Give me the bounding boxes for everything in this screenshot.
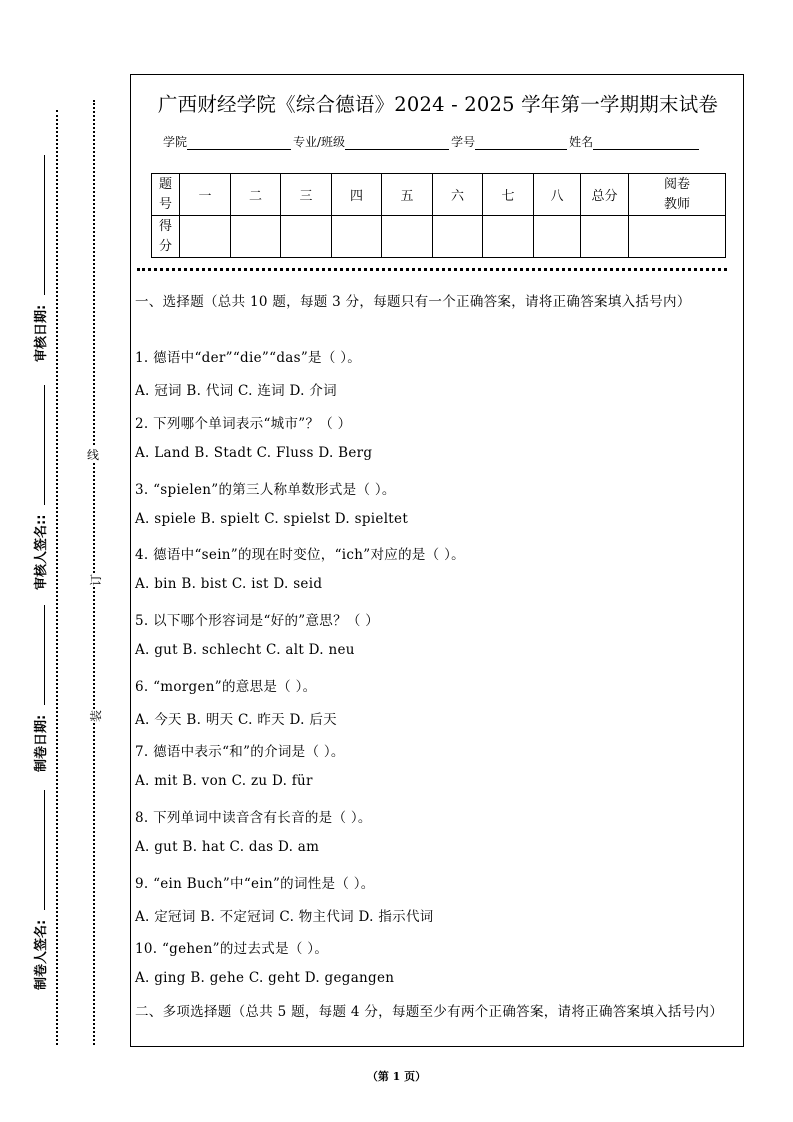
score-table-score-row [152, 216, 726, 258]
question-6: 6. “morgen”的意思是（ ）。 [135, 679, 317, 695]
section2-heading: 二、多项选择题（总共 5 题，每题 4 分，每题至少有两个正确答案，请将正确答案填入括号内） [135, 1004, 724, 1020]
score-row-label: 得 分 [152, 216, 180, 258]
options-10: A. ging B. gehe C. geht D. gegangen [135, 970, 395, 986]
score-col-total: 总分 [581, 174, 629, 216]
question-10: 10. “gehen”的过去式是（ ）。 [135, 941, 329, 957]
score-cell-total[interactable] [581, 216, 629, 258]
score-cell[interactable] [382, 216, 433, 258]
question-7: 7. 德语中表示“和”的介词是（ ）。 [135, 744, 345, 760]
binding-char-ding: 订 [89, 573, 103, 586]
maker-sign-label: 制卷人签名: [34, 919, 49, 990]
options-2: A. Land B. Stadt C. Fluss D. Berg [135, 445, 373, 461]
score-cell[interactable] [483, 216, 534, 258]
page-number: （第 1 页） [366, 1070, 427, 1083]
maker-date-line [44, 605, 45, 705]
college-field[interactable] [187, 136, 291, 150]
reviewer-date-label: 审核日期: [34, 304, 49, 362]
score-cell[interactable] [433, 216, 483, 258]
reviewer-date-line [44, 155, 45, 295]
options-1: A. 冠词 B. 代词 C. 连词 D. 介词 [135, 383, 337, 399]
question-8: 8. 下列单词中读音含有长音的是（ ）。 [135, 810, 372, 826]
score-table [151, 173, 726, 258]
exam-title: 广西财经学院《综合德语》2024 - 2025 学年第一学期期末试卷 [157, 93, 719, 116]
options-3: A. spiele B. spielt C. spielst D. spieltet [135, 511, 409, 527]
name-field[interactable] [593, 136, 699, 150]
question-3: 3. “spielen”的第三人称单数形式是（ ）。 [135, 482, 396, 498]
binding-dotted-line-inner [93, 100, 95, 1045]
score-col-reviewer: 阅卷 教师 [629, 174, 726, 216]
reviewer-sign-label: 审核人签名:: [34, 514, 49, 590]
score-col-5: 五 [382, 174, 433, 216]
section1-heading: 一、选择题（总共 10 题，每题 3 分，每题只有一个正确答案，请将正确答案填入括号内） [135, 294, 691, 310]
question-5: 5. 以下哪个形容词是“好的”意思？（ ） [135, 613, 380, 629]
exam-frame [130, 74, 744, 1047]
score-col-4: 四 [332, 174, 382, 216]
question-2: 2. 下列哪个单词表示“城市”？（ ） [135, 416, 352, 432]
maker-sign-line [44, 790, 45, 910]
score-col-7: 七 [483, 174, 534, 216]
major-label: 专业/班级 [293, 135, 346, 149]
options-5: A. gut B. schlecht C. alt D. neu [135, 642, 355, 658]
options-7: A. mit B. von C. zu D. für [135, 773, 313, 789]
score-cell[interactable] [180, 216, 231, 258]
header-separator [137, 268, 727, 271]
score-col-3: 三 [281, 174, 332, 216]
student-id-label: 学号 [451, 135, 476, 149]
question-9: 9. “ein Buch”中“ein”的词性是（ ）。 [135, 876, 375, 892]
options-9: A. 定冠词 B. 不定冠词 C. 物主代词 D. 指示代词 [135, 909, 434, 925]
student-info-row [163, 133, 701, 150]
options-8: A. gut B. hat C. das D. am [135, 839, 320, 855]
binding-char-line: 线 [87, 448, 100, 462]
reviewer-sign-line [44, 385, 45, 505]
score-cell-reviewer[interactable] [629, 216, 726, 258]
major-field[interactable] [345, 136, 449, 150]
score-cell[interactable] [281, 216, 332, 258]
options-6: A. 今天 B. 明天 C. 昨天 D. 后天 [135, 712, 337, 728]
score-table-header-row [152, 174, 726, 216]
name-label: 姓名 [569, 135, 594, 149]
question-4: 4. 德语中“sein”的现在时变位，“ich”对应的是（ ）。 [135, 547, 465, 563]
maker-date-label: 制卷日期: [34, 714, 49, 772]
score-col-8: 八 [534, 174, 581, 216]
score-table-row-label: 题 号 [152, 174, 180, 216]
score-cell[interactable] [332, 216, 382, 258]
score-col-1: 一 [180, 174, 231, 216]
options-4: A. bin B. bist C. ist D. seid [135, 576, 323, 592]
score-col-6: 六 [433, 174, 483, 216]
binding-char-zhuang: 装 [89, 709, 103, 722]
score-cell[interactable] [231, 216, 281, 258]
question-1: 1. 德语中“der”“die”“das”是（ ）。 [135, 350, 362, 366]
binding-dotted-line-outer [56, 110, 58, 1045]
student-id-field[interactable] [475, 136, 567, 150]
score-col-2: 二 [231, 174, 281, 216]
score-cell[interactable] [534, 216, 581, 258]
college-label: 学院 [163, 135, 188, 149]
